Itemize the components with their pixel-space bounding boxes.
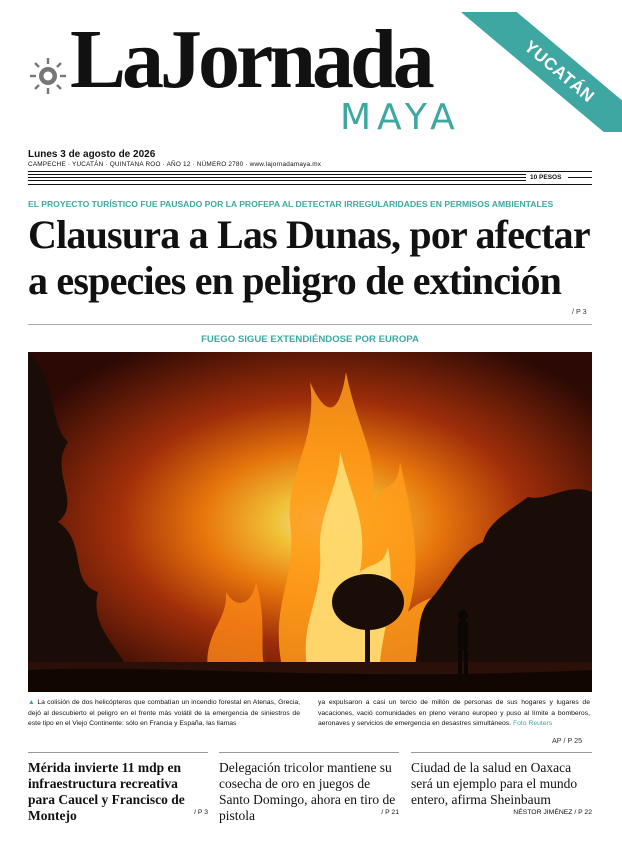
edition-name: MAYA <box>340 97 461 138</box>
story-headline[interactable]: Mérida invierte 11 mdp en infraestructura recreativa para Caucel y Francisco de Montejo <box>28 760 185 823</box>
story-page-reference: NÉSTOR JIMÉNEZ / P 22 <box>513 809 592 816</box>
divider <box>28 184 592 185</box>
photo-caption-right: ya expulsaron a casi un tercio de millón de personas de sus hogares y lugares de vacaciones, vació comunidades en pleno verano europeo y puso al límite a bomberos, aeronaves y servicios de emergencia en desastres simultáneos. Foto Reuters <box>318 699 590 727</box>
wildfire-photo[interactable] <box>28 352 592 692</box>
divider <box>28 324 592 325</box>
divider <box>411 752 592 753</box>
divider <box>28 177 526 178</box>
sun-logo-icon <box>28 56 68 96</box>
photo-caption-left: ▲ La colisión de dos helicópteros que combatían un incendio forestal en Atenas, Grecia, dejó al descubierto el peligro en el frente más volátil de la emergencia de siniestros de este tipo en el Viejo Continente: sólo en Francia y España, las llamas <box>28 699 300 727</box>
divider <box>219 752 399 753</box>
story-page-reference: / P 21 <box>381 809 399 816</box>
issue-info: CAMPECHE · YUCATÁN · QUINTANA ROO · AÑO 12 · NÚMERO 2780 · www.lajornadamaya.mx <box>28 161 322 168</box>
divider <box>28 174 526 175</box>
state-ribbon <box>455 12 622 132</box>
divider <box>28 171 592 172</box>
lead-kicker: EL PROYECTO TURÍSTICO FUE PAUSADO POR LA PROFEPA AL DETECTAR IRREGULARIDADES EN PERMISOS AMBIENTALES <box>28 199 554 209</box>
photo-label: FUEGO SIGUE EXTENDIÉNDOSE POR EUROPA <box>201 334 419 345</box>
photo-page-reference: AP / P 25 <box>552 736 583 745</box>
story-headline[interactable]: Ciudad de la salud en Oaxaca será un ejemplo para el mundo entero, afirma Sheinbaum <box>411 760 578 807</box>
divider <box>568 177 592 178</box>
divider <box>28 752 208 753</box>
price-label: 10 PESOS <box>530 174 562 181</box>
story-headline[interactable]: Delegación tricolor mantiene su cosecha de oro en juegos de Santo Domingo, ahora en tiro de pistola <box>219 760 396 823</box>
newspaper-logo[interactable]: LaJornada <box>70 13 431 106</box>
issue-date: Lunes 3 de agosto de 2026 <box>28 149 156 160</box>
photo-credit: Foto Reuters <box>512 720 553 727</box>
lead-headline[interactable]: Clausura a Las Dunas, por afectar a especies en peligro de extinción <box>28 212 590 303</box>
caption-triangle-icon: ▲ <box>28 699 38 706</box>
story-page-reference: / P 3 <box>194 809 208 816</box>
ribbon-label: YUCATÁN <box>520 36 599 107</box>
page-reference: / P 3 <box>572 307 587 316</box>
divider <box>28 180 526 181</box>
